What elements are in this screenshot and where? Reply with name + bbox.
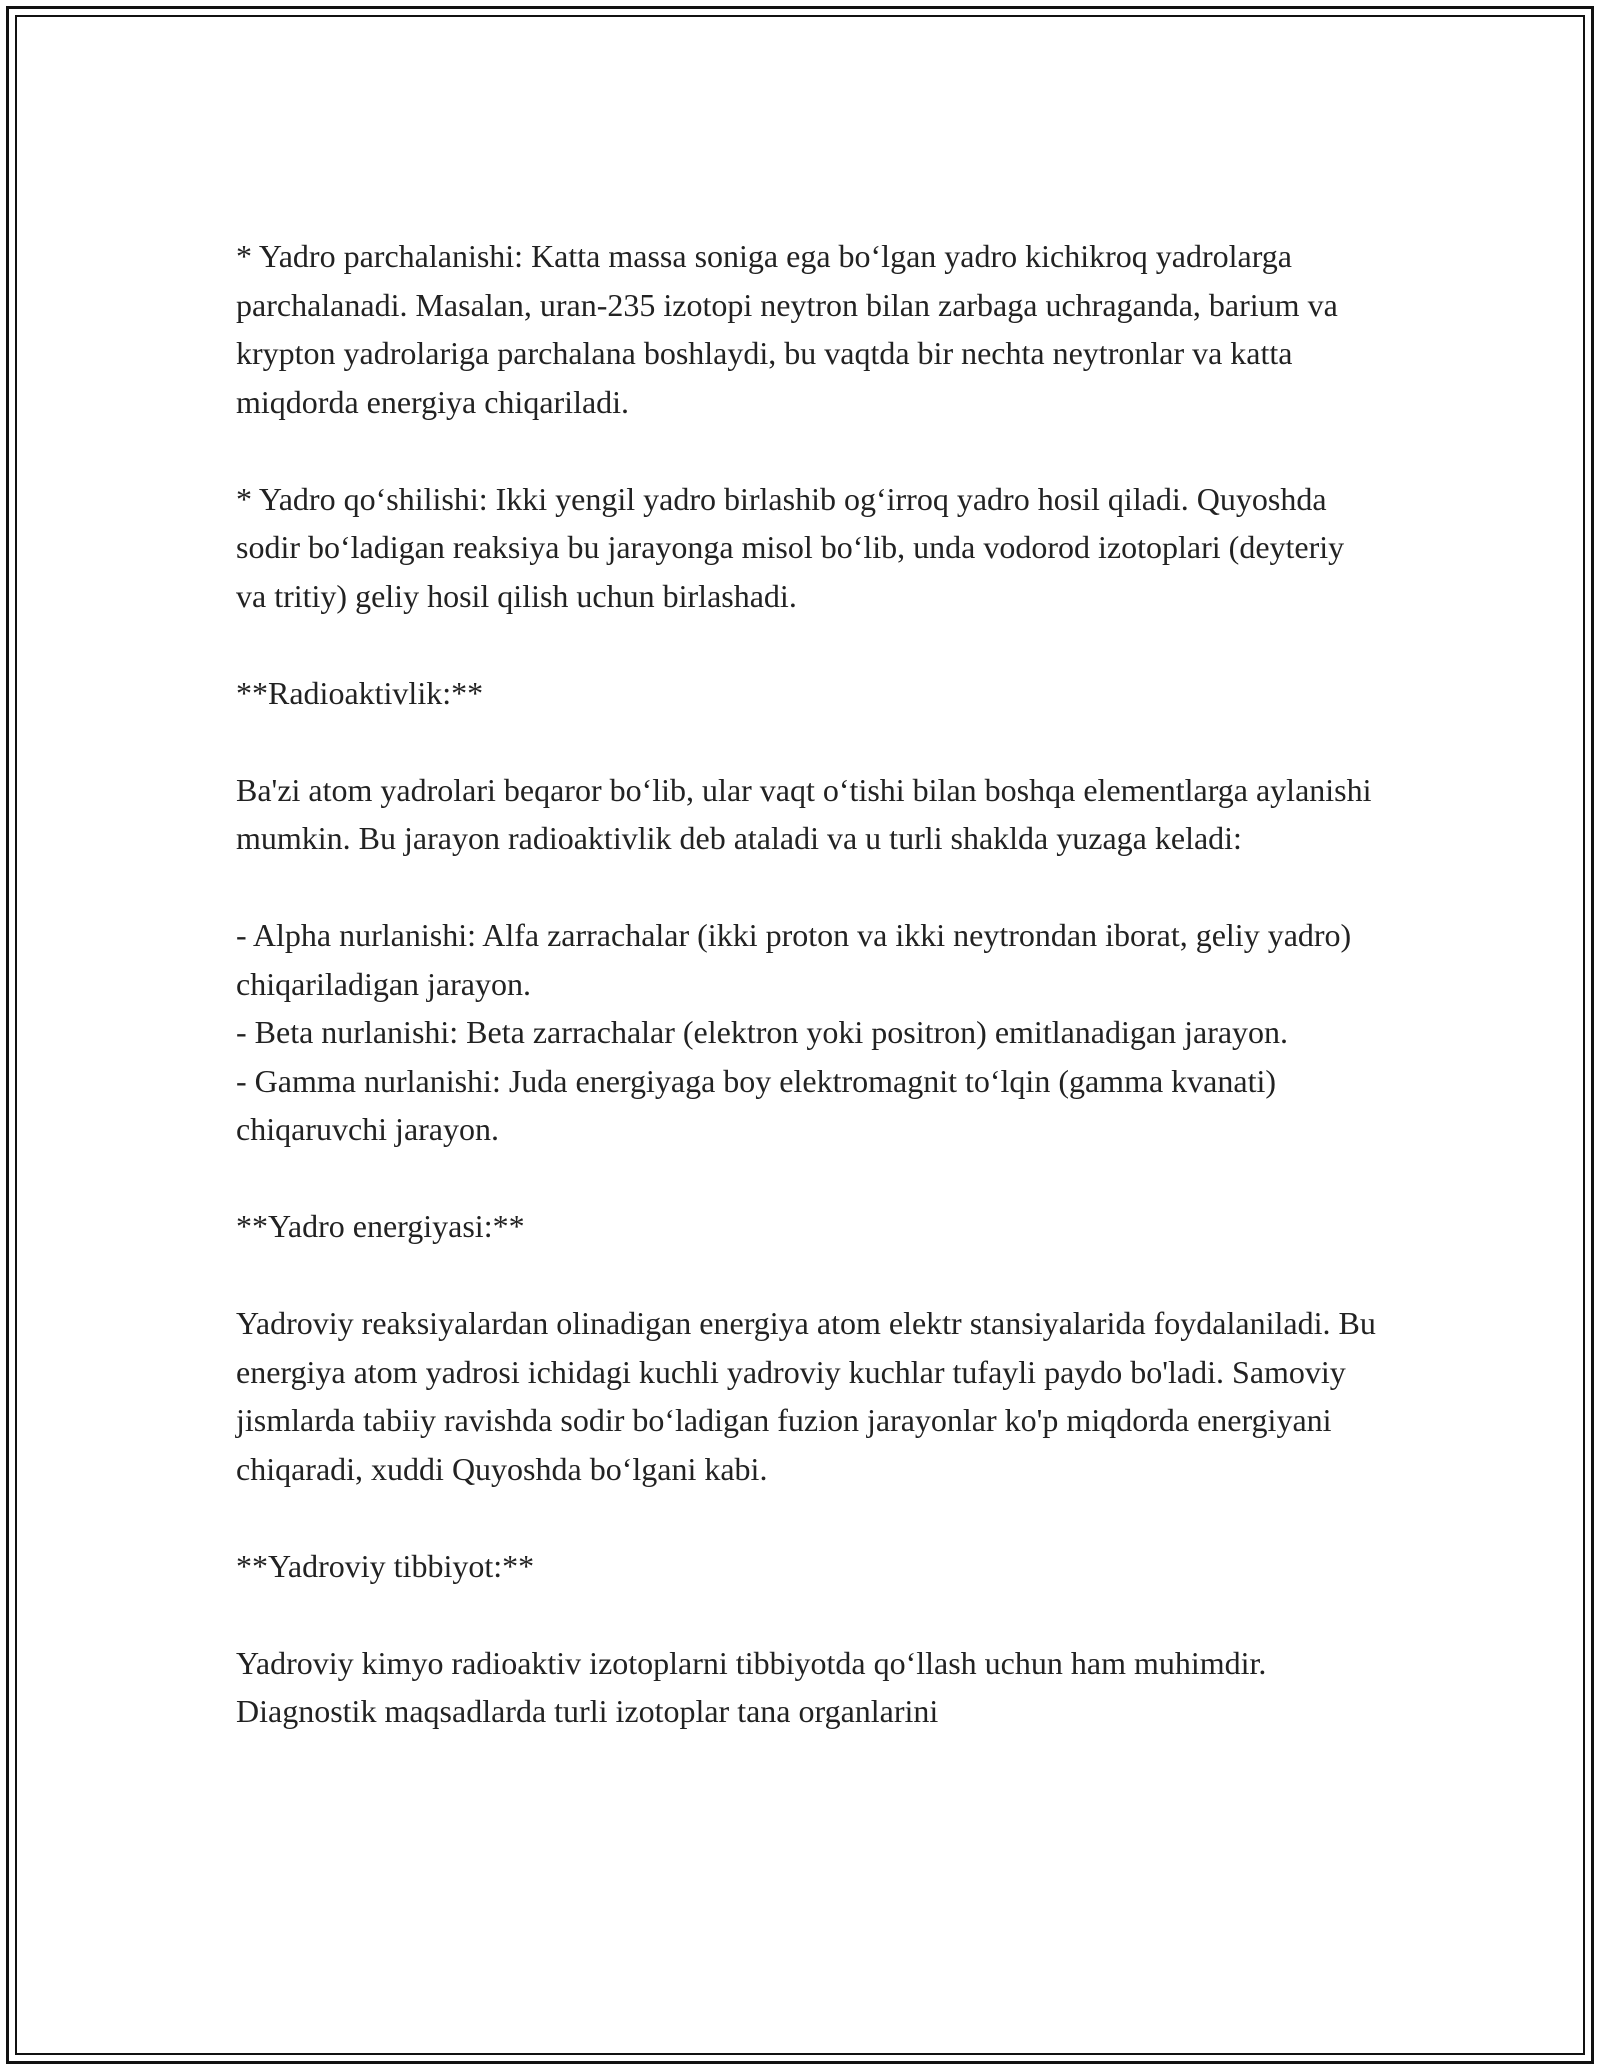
list-item-gamma: - Gamma nurlanishi: Juda energiyaga boy elektromagnit to‘lqin (gamma kvanati) chiqaruvchi jarayon. — [236, 1062, 1276, 1147]
heading-radioactivity: **Radioaktivlik:** — [236, 674, 484, 711]
paragraph-nuclear-energy: Yadroviy reaksiyalardan olinadigan energiya atom elektr stansiyalarida foydalaniladi. Bu energiya atom yadrosi ichidagi kuchli yadroviy kuchlar tufayli paydo bo'ladi. Samoviy jismlarda tabiiy ravishda sodir bo‘ladigan fuzion jarayonlar ko'p miqdorda energiyani chiqaradi, xuddi Quyoshda bo‘lgani kabi. — [236, 1305, 1376, 1487]
paragraph-nuclear-fission: * Yadro parchalanishi: Katta massa soniga ega bo‘lgan yadro kichikroq yadrolarga parchalanadi. Masalan, uran-235 izotopi neytron bilan zarbaga uchraganda, barium va krypton yadrolariga parchalana boshlaydi, bu vaqtda bir nechta neytronlar va katta miqdorda energiya chiqariladi. — [236, 238, 1338, 420]
list-item-beta: - Beta nurlanishi: Beta zarrachalar (elektron yoki positron) emitlanadigan jarayon. — [236, 1014, 1289, 1050]
paragraph-radioactivity-intro: Ba'zi atom yadrolari beqaror bo‘lib, ular vaqt o‘tishi bilan boshqa elementlarga aylanishi mumkin. Bu jarayon radioaktivlik deb ataladi va u turli shaklda yuzaga keladi: — [236, 771, 1372, 856]
document-body — [236, 232, 1376, 1784]
heading-nuclear-energy: **Yadro energiyasi:** — [236, 1208, 525, 1244]
list-item-alpha: - Alpha nurlanishi: Alfa zarrachalar (ikki proton va ikki neytrondan iborat, geliy yadro) chiqariladigan jarayon. — [236, 917, 1352, 1002]
paragraph-nuclear-fusion: * Yadro qo‘shilishi: Ikki yengil yadro birlashib og‘irroq yadro hosil qiladi. Quyoshda sodir bo‘ladigan reaksiya bu jarayonga misol bo‘lib, unda vodorod izotoplari (deyteriy va tritiy) geliy hosil qilish uchun birlashadi. — [236, 480, 1345, 614]
heading-nuclear-medicine: **Yadroviy tibbiyot:** — [236, 1547, 535, 1584]
paragraph-nuclear-medicine: Yadroviy kimyo radioaktiv izotoplarni tibbiyotda qo‘llash uchun ham muhimdir. Diagnostik maqsadlarda turli izotoplar tana organlarini — [236, 1644, 1267, 1729]
